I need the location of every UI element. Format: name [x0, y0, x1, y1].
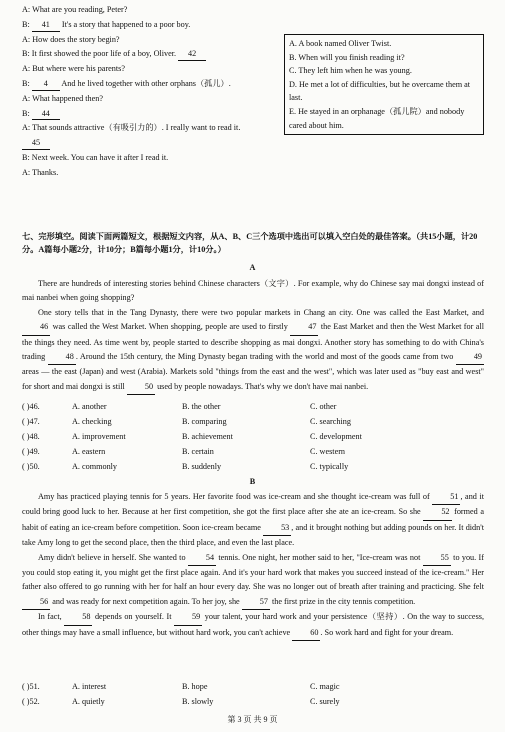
option-row: ( )49. A. eastern B. certain C. western	[22, 446, 346, 456]
dialogue-line: B: It first showed the poor life of a boy, Oliver. 42	[22, 48, 284, 63]
answer-blank: 55	[423, 551, 451, 566]
option-row: ( )52. A. quietly B. slowly C. surely	[22, 697, 340, 707]
dialogue-line	[22, 137, 284, 152]
dialogue-line: A: That sounds attractive（有吸引力的）. I really want to read it.	[22, 123, 241, 133]
answer-blank: 45	[22, 137, 50, 150]
passage-a-options	[22, 400, 484, 474]
answer-blank: 42	[178, 48, 206, 61]
answer-blank: 58	[64, 610, 92, 625]
option-row: ( )47. A. checking B. comparing C. searching	[22, 417, 351, 427]
dialogue-line: A: Thanks.	[22, 167, 59, 177]
paragraph: Amy has practiced playing tennis for 5 years. Her favorite food was ice-cream and she thought ice-cream was full of 51 , and it could bring good luck to her. Because at her first competition, she got the first place after she ate an ice-cream. So she 52 formed a habit of eating an ice-cream before competition. Soon ice-cream became 53 , and it brought nothing but adding pounds on her. It didn't take Amy long to get the second place, then the third place, and even the last place.	[22, 492, 484, 548]
answer-blank: 49	[456, 350, 484, 365]
option-item: D. He met a lot of difficulties, but he overcame them at last.	[289, 79, 471, 103]
answer-blank: 46	[22, 320, 50, 335]
passage-b-options	[22, 680, 484, 710]
answer-blank: 59	[174, 610, 202, 625]
answer-blank: 4	[32, 78, 60, 91]
option-item: B. When will you finish reading it?	[289, 52, 405, 62]
answer-blank: 60	[292, 626, 320, 641]
answer-blank: 56	[22, 595, 50, 610]
paragraph: Amy didn't believe in herself. She wanted to 54 tennis. One night, her mother said to her, "Ice-cream was not 55 to you. If you could stop eating it, you might get the first place again. And it's your hard work that makes you succeed instead of the ice-cream." Her father also offered to go running with her for half an hour every day. She was no longer out of breath after training and practicing. She felt 56 and was ready for next competition again. To her joy, she 57 the first prize in the city tennis competition.	[22, 551, 484, 611]
option-row: ( )51. A. interest B. hope C. magic	[22, 682, 340, 692]
answer-blank: 54	[188, 551, 216, 566]
option-item: C. They left him when he was young.	[289, 66, 412, 76]
answer-blank: 52	[423, 505, 451, 520]
answer-blank: 50	[127, 380, 155, 395]
option-item: E. He stayed in an orphanage（孤儿院）and nobody cared about him.	[289, 106, 465, 130]
dialogue	[22, 4, 284, 182]
passage-b-text	[22, 490, 484, 641]
answer-blank: 53	[263, 521, 291, 536]
dialogue-line: B: 4 And he lived together with other orphans（孤儿）.	[22, 78, 284, 93]
answer-blank: 51	[432, 490, 460, 505]
section-title: 七、完形填空。阅读下面两篇短文，根据短文内容，从A、B、C三个选项中选出可以填入空白处的最佳答案。（共15小题，计20分。A篇每小题2分，计10分；B篇每小题1分，计10分。）	[22, 232, 478, 254]
paragraph: In fact, 58 depends on yourself. It 59 your talent, your hard work and your persistence（坚持）. On the way to success, other things may have a small influence, but without hard work, you can't achieve 60 . So work hard and fight for your dream.	[22, 610, 484, 641]
dialogue-line: A: But where were his parents?	[22, 64, 125, 74]
option-row: ( )46. A. another B. the other C. other	[22, 402, 337, 412]
paragraph: There are hundreds of interesting stories behind Chinese characters（文字）. For example, why do Chinese say mai dongxi instead of mai nanbei when going shopping?	[22, 279, 484, 303]
page-footer: 第 3 页 共 9 页	[227, 715, 278, 724]
answer-blank: 57	[242, 595, 270, 610]
answer-blank: 44	[32, 108, 60, 121]
passage-a-heading: A	[249, 263, 256, 272]
dialogue-line: B: 44	[22, 108, 284, 123]
dialogue-line: B: 41 It's a story that happened to a poor boy.	[22, 19, 284, 34]
option-row: ( )50. A. commonly B. suddenly C. typically	[22, 461, 349, 471]
dialogue-line: A: How does the story begin?	[22, 34, 120, 44]
paragraph: One story tells that in the Tang Dynasty, there were two popular markets in Chang an city. One was called the East Market, and 46 was called the West Market. When shopping, people are used to firstly 47 the East Market and then the West Market for all the things they need. As time went by, people started to describe shopping as mai dongxi. Another story has something to do with China's trading 48 . Around the 15th century, the Ming Dynasty began trading with the world and most of the goods came from two 49 areas — the east (Japan) and west (Arabia). Markets sold "things from the east and the west", which was later used as "buy east and west" for short and mai dongxi is still 50 used by people nowadays. That's why we don't have mai nanbei.	[22, 306, 484, 395]
passage-a-text	[22, 277, 484, 395]
option-row: ( )48. A. improvement B. achievement C. development	[22, 432, 362, 442]
answer-blank: 48	[48, 350, 76, 365]
passage-b-heading: B	[249, 477, 256, 486]
dialogue-line: A: What are you reading, Peter?	[22, 5, 128, 14]
option-item: A. A book named Oliver Twist.	[289, 39, 392, 48]
answer-blank: 47	[290, 320, 318, 335]
answer-blank: 41	[32, 19, 60, 32]
dialogue-line: B: Next week. You can have it after I read it.	[22, 152, 169, 162]
dialogue-options-box	[284, 34, 484, 135]
dialogue-line: A: What happened then?	[22, 93, 104, 103]
